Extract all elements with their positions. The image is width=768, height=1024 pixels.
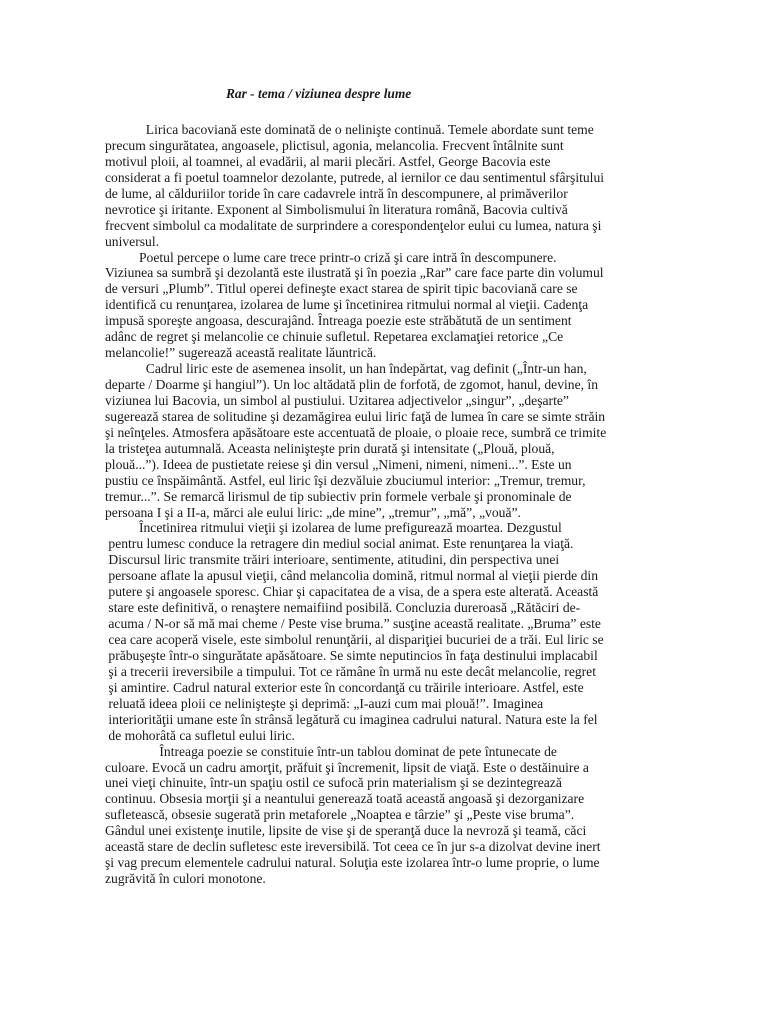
text-line: departe / Doarme şi hangiul”). Un loc altădată plin de forfotă, de zgomot, hanul, devine, în <box>105 377 598 392</box>
page-title: Rar - tema / viziunea despre lume <box>226 86 412 101</box>
text-line: frecvent simbolul ca modalitate de surprindere a corespondenţelor eului cu lumea, natura şi <box>105 217 602 233</box>
text-line: persoana I şi a II-a, mărci ale eului liric: „de mine”, „tremur”, „mă”, „vouă”. <box>105 504 521 520</box>
text-line: Poetul percepe o lume care trece printr-o criză şi care intră în descompunere. <box>105 249 557 265</box>
text-line: continuu. Obsesia morţii şi a neantului generează toată această angoasă şi dezorganizare <box>105 791 585 807</box>
text-line: Încetinirea ritmului vieţii şi izolarea de lume prefigurează moartea. Dezgustul <box>105 520 562 536</box>
text-line: şi neînţeles. Atmosfera apăsătoare este accentuată de ploaie, o ploaie rece, sumbră ce trimite <box>105 424 607 440</box>
text-line: melancolie!” sugerează această realitate lăuntrică. <box>105 345 377 361</box>
text-line: putere şi angoasele sporesc. Chiar şi capacitatea de a visa, de a spera este alterată. Această <box>105 584 599 600</box>
text-line: Întreaga poezie se constituie într-un tablou dominat de pete întunecate de <box>105 743 557 759</box>
paragraph-1 <box>105 122 665 250</box>
text-line: considerat a fi poetul toamnelor dezolante, putrede, al iernilor ce dau sentimentul sfârşitului <box>105 169 605 185</box>
text-line: motivul ploii, al toamnei, al evadării, al marii plecări. Astfel, George Bacovia este <box>105 153 551 169</box>
text-line: şi amintire. Cadrul natural exterior este în concordanţă cu trăirile interioare. Astfel, este <box>105 679 584 695</box>
text-line: Cadrul liric este de asemenea insolit, un han îndepărtat, vag definit („Într-un han, <box>105 361 587 377</box>
text-line: Lirica bacoviană este dominată de o nelinişte continuă. Temele abordate sunt teme <box>105 122 594 137</box>
paragraph-2 <box>105 250 665 362</box>
text-line: viziunea lui Bacovia, un simbol al pustiului. Uzitarea adjectivelor „singur”, „deşarte” <box>105 392 569 408</box>
text-line: zugrăvită în culori monotone. <box>105 871 266 887</box>
text-line: interiorităţii umane este în strânsă legătură cu imaginea cadrului natural. Natura este la fel <box>105 711 598 727</box>
text-line: identifică cu renunţarea, izolarea de lume şi încetinirea ritmului normal al vieţii. Cadenţa <box>105 297 589 313</box>
text-line: şi a trecerii ireversibile a timpului. Tot ce rămâne în urmă nu este decât melancolie, regret <box>105 663 596 679</box>
paragraph-5 <box>105 744 665 887</box>
text-line: la tristeţea autumnală. Aceasta nelinişteşte prin durată şi intensitate („Plouă, plouă, <box>105 440 555 456</box>
text-line: tremur...”. Se remarcă lirismul de tip subiectiv prin formele verbale şi pronominale de <box>105 488 572 504</box>
text-line: Viziunea sa sumbră şi dezolantă este ilustrată şi în poezia „Rar” care face parte din volumul <box>105 265 604 281</box>
text-line: nevrotice şi iritante. Exponent al Simbolismului în literatura română, Bacovia cultivă <box>105 201 568 217</box>
text-line: şi vag precum elementele cadrului natural. Soluţia este izolarea într-o lume proprie, o lume <box>105 855 600 871</box>
paragraph-3 <box>105 361 665 520</box>
text-line: Discursul liric transmite trăiri interioare, sentimente, atitudini, din perspectiva unei <box>105 552 560 568</box>
text-line: culoare. Evocă un cadru amorţit, prăfuit şi încremenit, lipsit de viaţă. Este o destăinuire a <box>105 759 589 775</box>
text-line: această stare de declin sufletesc este ireversibilă. Tot ceea ce în jur s-a dizolvat devine inert <box>105 839 601 855</box>
text-line: pustiu ce înspăimântă. Astfel, eul liric îşi dezvăluie zbuciumul interior: „Tremur, tremur, <box>105 472 586 488</box>
text-line: impusă sporeşte angoasa, descurajând. Întreaga poezie este străbătută de un sentiment <box>105 313 572 329</box>
text-line: precum singurătatea, angoasele, plictisul, agonia, melancolia. Frecvent întâlnite sunt <box>105 137 564 153</box>
text-line: de mohorâtă ca sufletul eului liric. <box>105 727 295 743</box>
text-line: Gândul unei existenţe inutile, lipsite de vise şi de speranţă duce la nevroză şi teamă, căci <box>105 823 587 839</box>
text-line: pentru lumesc conduce la retragere din mediul social animat. Este renunţarea la viaţă. <box>105 536 574 552</box>
text-line: de versuri „Plumb”. Titlul operei defineşte exact starea de spirit tipic bacoviană care se <box>105 281 578 297</box>
text-line: unei vieţi chinuite, într-un spaţiu ostil ce sufocă prin materialism şi se dezintegrează <box>105 775 562 791</box>
paragraph-4 <box>105 520 665 743</box>
text-line: sufletească, obsesie sugerată prin metaforele „Noaptea e târzie” şi „Peste vise bruma”. <box>105 807 575 823</box>
text-line: acuma / N-or să mă mai cheme / Peste vise bruma.” susţine această realitate. „Bruma” este <box>105 616 601 632</box>
text-line: universul. <box>105 233 159 249</box>
text-line: stare este definitivă, o renaştere nemaifiind posibilă. Concluzia dureroasă „Rătăciri de- <box>105 600 581 616</box>
text-line: prăbuşeşte într-o singurătate apăsătoare. Se simte neputincios în faţa destinului implacabil <box>105 647 598 663</box>
text-line: adânc de regret şi melancolie ce chinuie sufletul. Repetarea exclamaţiei retorice „Ce <box>105 329 564 345</box>
document-body <box>105 122 665 887</box>
text-line: reluată ideea ploii ce nelinişteşte şi deprimă: „I-auzi cum mai plouă!”. Imaginea <box>105 695 544 711</box>
text-line: persoane aflate la apusul vieţii, când melancolia domină, ritmul normal al vieţii pierde din <box>105 568 598 584</box>
text-line: sugerează starea de solitudine şi dezamăgirea eului liric faţă de lumea în care se simte străin <box>105 408 606 424</box>
text-line: cea care acoperă visele, este simbolul renunţării, al dispariţiei bucuriei de a trăi. Eul liric se <box>105 632 604 647</box>
text-line: de lume, al călduriilor toride în care cadavrele intră în descompunere, al primăverilor <box>105 185 568 201</box>
text-line: plouă...”). Ideea de pustietate reiese şi din versul „Nimeni, nimeni, nimeni...”. Este un <box>105 456 572 472</box>
